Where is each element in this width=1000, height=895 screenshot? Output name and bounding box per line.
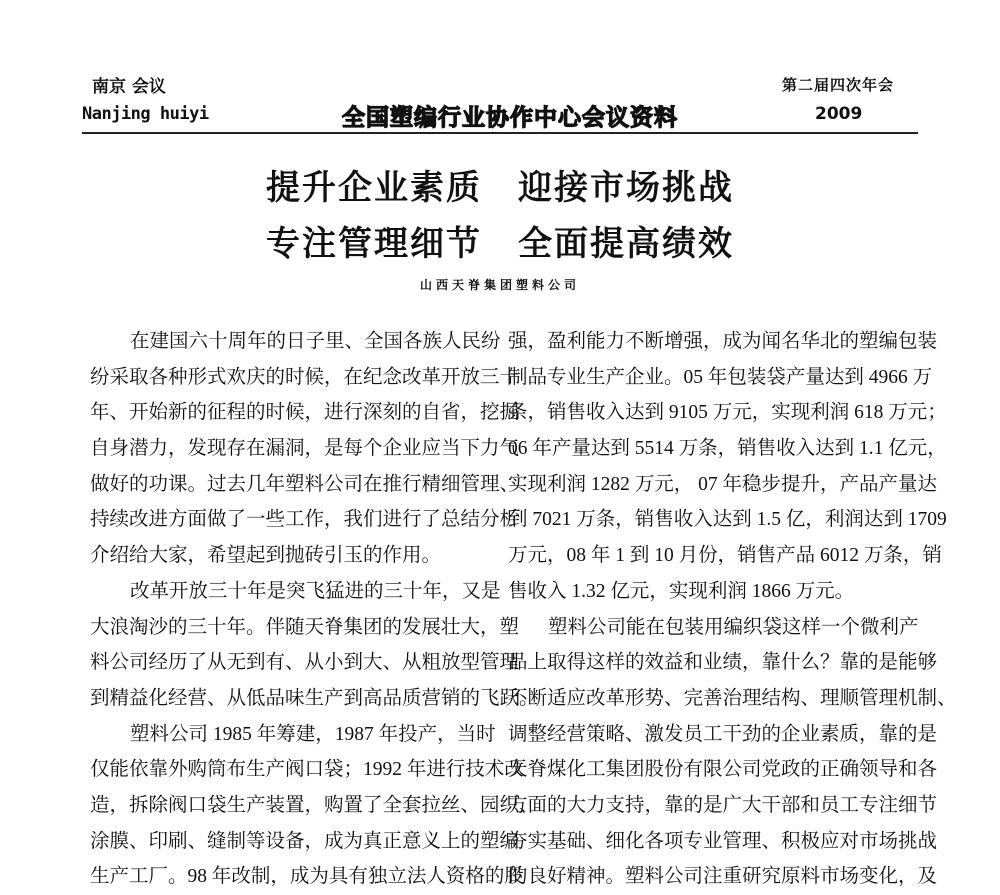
text-line: 制品专业生产企业。05 年包装袋产量达到 4966 万 [508, 366, 933, 388]
header-conference-cn: 南京 会议 [92, 77, 166, 97]
header-conference-en: Nanjing huiyi [82, 104, 209, 124]
header-rule [82, 132, 918, 134]
text-line: 做好的功课。过去几年塑料公司在推行精细管理、 [90, 473, 520, 495]
text-column-right [508, 324, 957, 895]
text-line: 塑料公司能在包装用编织袋这样一个微利产 [548, 616, 919, 638]
header-session: 第二届四次年会 [782, 76, 895, 94]
text-line: 大浪淘沙的三十年。伴随天脊集团的发展壮大，塑 [90, 616, 520, 638]
article-author: 山西天脊集团塑料公司 [419, 278, 580, 292]
text-line: 方面的大力支持，靠的是广大干部和员工专注细节 [508, 794, 938, 816]
text-line: 的良好精神。塑料公司注重研究原料市场变化，及 [508, 866, 938, 888]
text-line: 涂膜、印刷、缝制等设备，成为真正意义上的塑编 [90, 830, 520, 852]
text-line: 售收入 1.32 亿元，实现利润 1866 万元。 [508, 580, 855, 602]
header-year: 2009 [815, 104, 863, 124]
article-title-line1: 提升企业素质 迎接市场挑战 [266, 168, 734, 208]
text-line: 造，拆除阀口袋生产装置，购置了全套拉丝、园织、 [90, 794, 539, 816]
text-line: 强，盈利能力不断增强，成为闻名华北的塑编包装 [508, 331, 938, 352]
text-column-left [90, 324, 539, 895]
text-line: 到 7021 万条，销售收入达到 1.5 亿，利润达到 1709 [508, 509, 947, 531]
text-line: 实现利润 1282 万元， 07 年稳步提升，产品产量达 [508, 473, 938, 495]
article-title-line2: 专注管理细节 全面提高绩效 [266, 224, 734, 264]
text-line: 万元，08 年 1 到 10 月份，销售产品 6012 万条，销 [508, 545, 942, 567]
text-line: 06 年产量达到 5514 万条，销售收入达到 1.1 亿元， [508, 438, 947, 460]
header-publication-title: 全国塑编行业协作中心会议资料 [342, 105, 678, 131]
text-line: 纷采取各种形式欢庆的时候，在纪念改革开放三十 [90, 366, 520, 388]
text-line: 仅能依靠外购筒布生产阀口袋；1992 年进行技术改 [90, 759, 524, 781]
text-line: 自身潜力，发现存在漏洞，是每个企业应当下力气 [90, 438, 520, 460]
text-line: 料公司经历了从无到有、从小到大、从粗放型管理 [90, 652, 520, 674]
text-line: 夯实基础、细化各项专业管理、积极应对市场挑战 [508, 830, 938, 852]
text-line: 持续改进方面做了一些工作，我们进行了总结分析 [90, 509, 520, 531]
text-line: 生产工厂。98 年改制，成为具有独立法人资格的股 [90, 866, 524, 888]
text-line: 品上取得这样的效益和业绩，靠什么？靠的是能够 [508, 652, 938, 674]
text-line: 年、开始新的征程的时候，进行深刻的自省，挖掘 [90, 402, 520, 424]
text-line: 天脊煤化工集团股份有限公司党政的正确领导和各 [508, 759, 938, 781]
text-line: 塑料公司 1985 年筹建，1987 年投产，当时 [130, 723, 496, 745]
text-line: 到精益化经营、从低品味生产到高品质营销的飞跃。 [90, 687, 539, 709]
text-line: 改革开放三十年是突飞猛进的三十年，又是 [130, 580, 501, 602]
text-line: 在建国六十周年的日子里、全国各族人民纷 [130, 331, 501, 352]
text-line: 不断适应改革形势、完善治理结构、理顺管理机制、 [508, 687, 957, 709]
text-line: 调整经营策略、激发员工干劲的企业素质，靠的是 [508, 723, 938, 745]
text-line: 介绍给大家，希望起到抛砖引玉的作用。 [90, 545, 442, 567]
text-line: 条，销售收入达到 9105 万元，实现利润 618 万元； [508, 402, 947, 424]
